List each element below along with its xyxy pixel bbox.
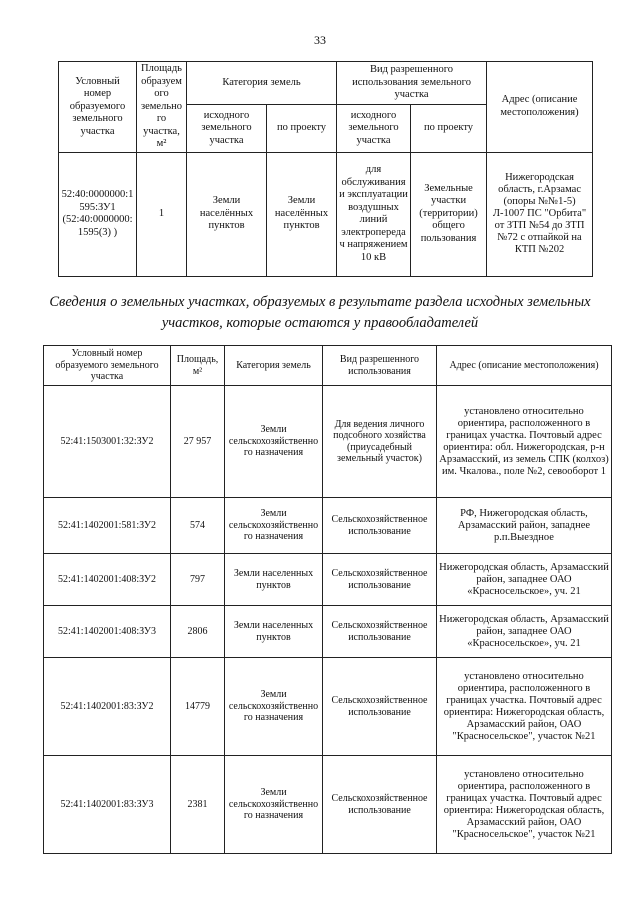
t2-cell-area: 797	[171, 554, 225, 606]
t2-cell-use: Сельскохозяйственное использование	[323, 658, 437, 756]
t2-cell-cadastral: 52:41:1402001:581:ЗУ2	[44, 498, 171, 554]
t2-cell-address: Нижегородская область, Арзамасский район, западнее ОАО «Красносельское», уч. 21	[437, 554, 612, 606]
table-row	[44, 386, 612, 498]
t2-cell-use: Сельскохозяйственное использование	[323, 554, 437, 606]
page-number: 33	[314, 33, 326, 47]
t1-cell-area: 1	[137, 152, 187, 276]
t2-header-address: Адрес (описание местоположения)	[437, 346, 612, 386]
t2-cell-category: Земли сельскохозяйственного назначения	[225, 386, 323, 498]
t2-cell-area: 2381	[171, 756, 225, 854]
t2-cell-area: 14779	[171, 658, 225, 756]
t2-cell-category: Земли сельскохозяйственного назначения	[225, 756, 323, 854]
t2-cell-category: Земли сельскохозяйственного назначения	[225, 658, 323, 756]
table-row	[44, 606, 612, 658]
table-resulting-plots	[43, 345, 612, 854]
t1-header-area: Площадь образуемого земельного участка, м²	[137, 62, 187, 153]
t2-cell-area: 574	[171, 498, 225, 554]
t2-cell-area: 27 957	[171, 386, 225, 498]
t2-cell-address: РФ, Нижегородская область, Арзамасский район, западнее р.п.Выездное	[437, 498, 612, 554]
t1-cell-category-project: Земли населённых пунктов	[267, 152, 337, 276]
t2-cell-area: 2806	[171, 606, 225, 658]
t1-cell-use-project: Земельные участки (территории) общего пользования	[411, 152, 487, 276]
t2-header-cadastral: Условный номер образуемого земельного участка	[44, 346, 171, 386]
t2-header-category: Категория земель	[225, 346, 323, 386]
t2-header-area: Площадь, м²	[171, 346, 225, 386]
t2-cell-cadastral: 52:41:1503001:32:ЗУ2	[44, 386, 171, 498]
t1-subheader-category-project: по проекту	[267, 105, 337, 152]
t1-header-address: Адрес (описание местоположения)	[487, 62, 593, 153]
t2-cell-cadastral: 52:41:1402001:83:ЗУ3	[44, 756, 171, 854]
table-existing-plot	[58, 61, 593, 277]
t1-cell-address: Нижегородская область, г.Арзамас (опоры №№1-5) Л-1007 ПС "Орбита" от ЗТП №54 до ЗТП №72 с отпайкой на КТП №202	[487, 152, 593, 276]
t2-cell-category: Земли сельскохозяйственного назначения	[225, 498, 323, 554]
t1-cell-category-original: Земли населённых пунктов	[187, 152, 267, 276]
t2-cell-cadastral: 52:41:1402001:408:ЗУ3	[44, 606, 171, 658]
t1-header-cadastral: Условный номер образуемого земельного участка	[59, 62, 137, 153]
t2-cell-address: установлено относительно ориентира, расположенного в границах участка. Почтовый адрес ориентира: Нижегородская область, Арзамасский район, ОАО "Красносельское", участок №21	[437, 756, 612, 854]
t2-cell-cadastral: 52:41:1402001:408:ЗУ2	[44, 554, 171, 606]
t1-subheader-use-project: по проекту	[411, 105, 487, 152]
t1-header-use: Вид разрешенного использования земельного участка	[337, 62, 487, 105]
t1-cell-cadastral: 52:40:0000000:1595:ЗУ1 (52:40:0000000:1595(3) )	[59, 152, 137, 276]
t1-header-category: Категория земель	[187, 62, 337, 105]
t2-cell-address: Нижегородская область, Арзамасский район, западнее ОАО «Красносельское», уч. 21	[437, 606, 612, 658]
t2-cell-use: Сельскохозяйственное использование	[323, 606, 437, 658]
t1-subheader-category-original: исходного земельного участка	[187, 105, 267, 152]
t2-header-use: Вид разрешенного использования	[323, 346, 437, 386]
t1-subheader-use-original: исходного земельного участка	[337, 105, 411, 152]
t2-cell-cadastral: 52:41:1402001:83:ЗУ2	[44, 658, 171, 756]
t2-cell-use: Сельскохозяйственное использование	[323, 756, 437, 854]
table-row	[44, 756, 612, 854]
table-row	[44, 498, 612, 554]
section-heading: Сведения о земельных участках, образуемых в результате раздела исходных земельных участков, которые остаются у правообладателей	[49, 294, 591, 331]
t1-cell-use-original: для обслуживания и эксплуатации воздушных линий электропередач напряжением 10 кВ	[337, 152, 411, 276]
t2-cell-address: установлено относительно ориентира, расположенного в границах участка. Почтовый адрес ориентира: обл. Нижегородская, р-н Арзамасский, из земель СПК (колхоз) им. Чкалова., поле №2, севооборот 1	[437, 386, 612, 498]
t2-cell-address: установлено относительно ориентира, расположенного в границах участка. Почтовый адрес ориентира: Нижегородская область, Арзамасский район, ОАО "Красносельское", участок №21	[437, 658, 612, 756]
t2-cell-category: Земли населенных пунктов	[225, 606, 323, 658]
table-row	[44, 658, 612, 756]
t2-cell-use: Для ведения личного подсобного хозяйства (приусадебный земельный участок)	[323, 386, 437, 498]
t2-cell-category: Земли населенных пунктов	[225, 554, 323, 606]
table-row	[44, 554, 612, 606]
t2-cell-use: Сельскохозяйственное использование	[323, 498, 437, 554]
